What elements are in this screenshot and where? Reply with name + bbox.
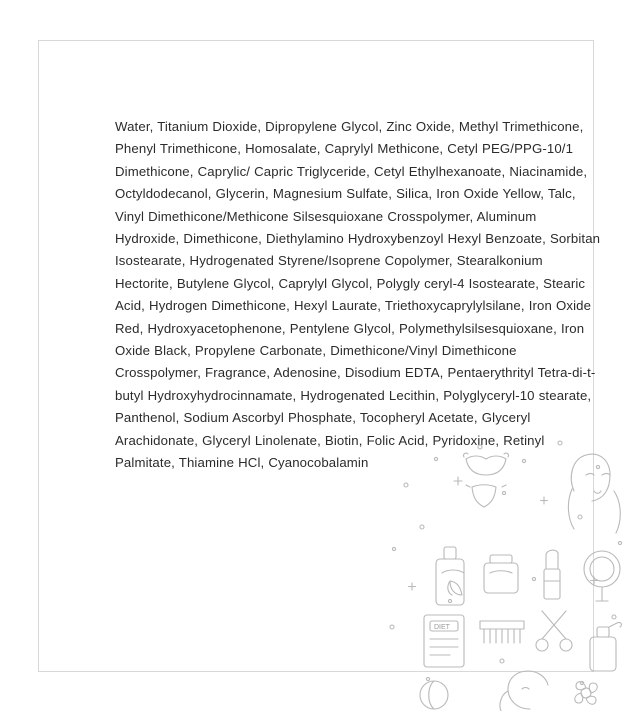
ingredient-list-card [38,40,605,672]
ingredients-text: Water, Titanium Dioxide, Dipropylene Glycol, Zinc Oxide, Methyl Trimethicone, Phenyl Trimethicone, Homosalate, Caprylyl Methicone, Cetyl PEG/PPG-10/1 Dimethicone, Caprylic/ Capric Triglyceride, Cetyl Ethylhexanoate, Niacinamide, Octyldodecanol, Glycerin, Magnesium Sulfate, Silica, Iron Oxide Yellow, Talc, Vinyl Dimethicone/Methicone Silsesquioxane Crosspolymer, Aluminum Hydroxide, Dimethicone, Diethylamino Hydroxybenzoyl Hexyl Benzoate, Sorbitan Isostearate, Hydrogenated Styrene/Isoprene Copolymer, Stearalkonium Hectorite, Butylene Glycol, Caprylyl Glycol, Polygly ceryl-4 Isostearate, Stearic Acid, Hydrogen Dimethicone, Hexyl Laurate, Triethoxycaprylylsilane, Iron Oxide Red, Hydroxyacetophenone, Pentylene Glycol, Polymethylsilsesquioxane, Iron Oxide Black, Propylene Carbonate, Dimethicone/Vinyl Dimethicone Crosspolymer, Fragrance, Adenosine, Disodium EDTA, Pentaerythrityl Tetra-di-t-butyl Hydroxyhydrocinnamate, Hydrogenated Lecithin, Polyglyceryl-10 stearate, Panthenol, Sodium Ascorbyl Phosphate, Tocopheryl Acetate, Glyceryl Arachidonate, Glyceryl Linolenate, Biotin, Folic Acid, Pyridoxine, Retinyl Palmitate, Thiamine HCl, Cyanocobalamin [115,119,605,471]
flower-icon [575,682,598,705]
compact-mirror-icon [420,681,448,709]
diet-label: DIET [434,624,450,631]
woman-profile-icon [500,671,548,711]
perfume-bottle-icon [590,622,621,671]
